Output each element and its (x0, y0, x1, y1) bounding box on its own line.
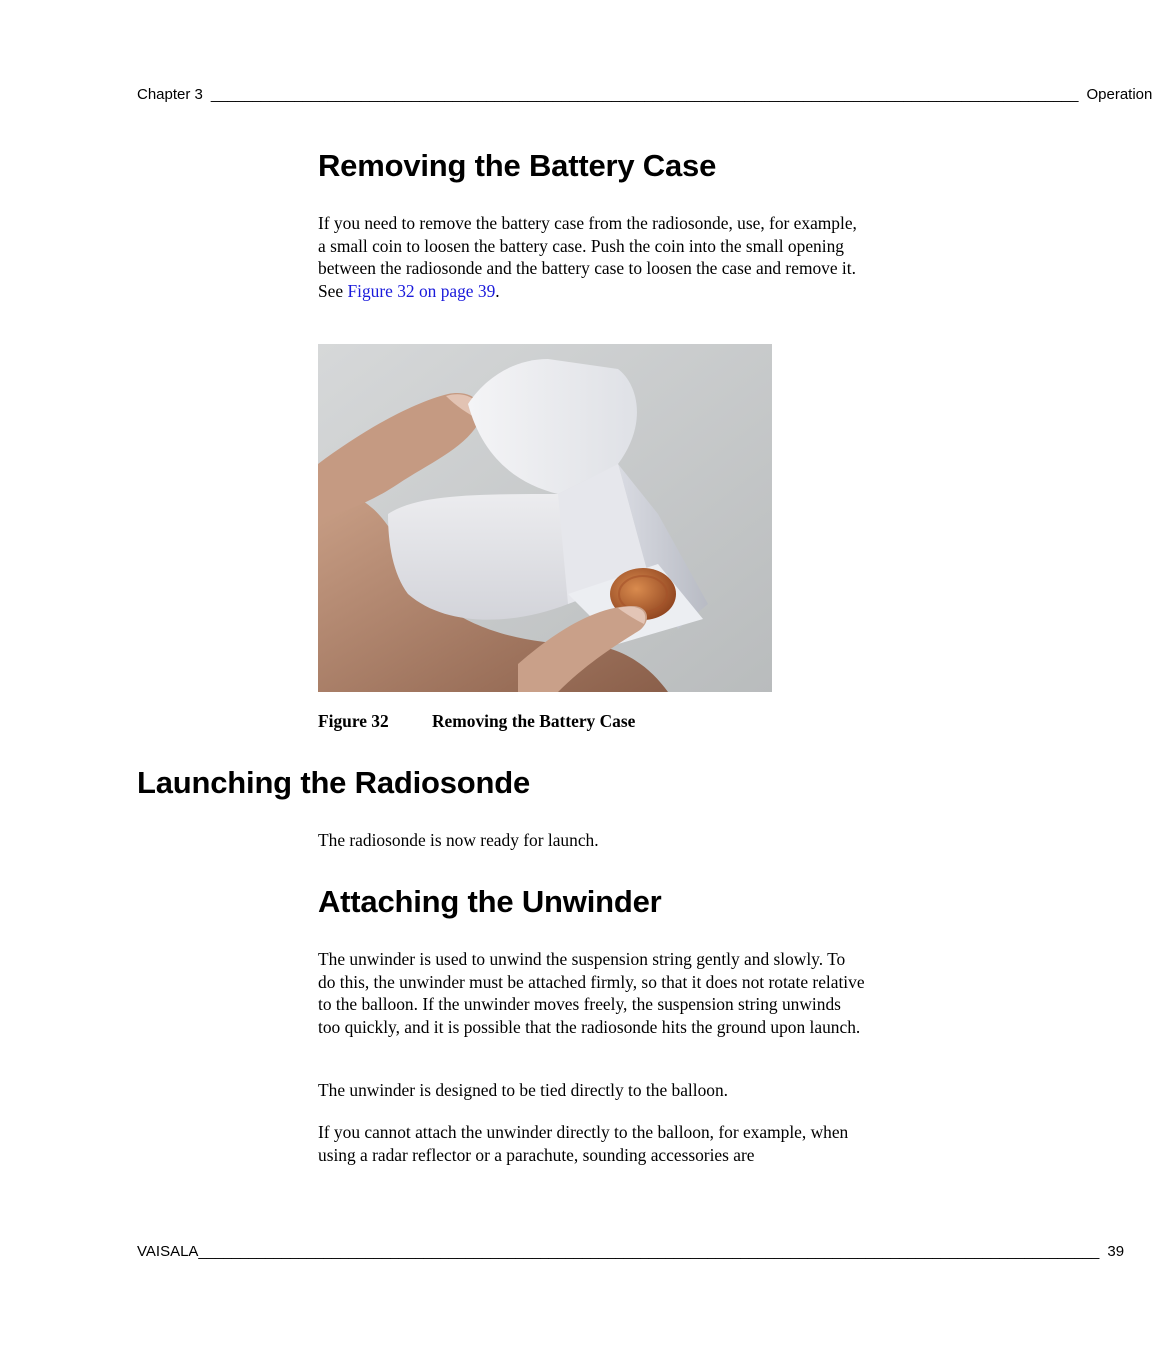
section-title-attaching: Attaching the Unwinder (318, 884, 662, 919)
figure-caption (318, 711, 635, 732)
figure-link[interactable]: Figure 32 on page 39 (347, 280, 496, 301)
footer-company: VAISALA (137, 1243, 199, 1260)
header-chapter: Chapter 3 (137, 86, 203, 103)
removing-text: If you need to remove the battery case from the radiosonde, use, for example, a small coin to loosen the battery case. Push the coin into the small opening between the radiosonde and the battery case to loosen the case and remove it. See (318, 213, 857, 301)
header-rule: ________________________________________________________________________________________________________ (210, 86, 1079, 103)
page-footer (137, 1243, 1125, 1260)
removing-text-end: . (495, 280, 500, 301)
attaching-paragraph-3: If you cannot attach the unwinder directly to the balloon, for example, when using a radar reflector or a parachute, sounding accessories are (318, 1122, 849, 1165)
attaching-paragraph-2: The unwinder is designed to be tied directly to the balloon. (318, 1080, 729, 1100)
attaching-paragraph-1: The unwinder is used to unwind the suspension string gently and slowly. To do this, the unwinder must be attached firmly, so that it does not rotate relative to the balloon. If the unwinder moves freely, the suspension string unwinds too quickly, and it is possible that the radiosonde hits the ground upon launch. (318, 949, 865, 1037)
removing-paragraph (318, 212, 866, 302)
section-title-launching: Launching the Radiosonde (137, 765, 531, 800)
footer-page-number: 39 (1107, 1243, 1125, 1260)
figure-caption-text: Removing the Battery Case (432, 711, 636, 731)
launching-paragraph: The radiosonde is now ready for launch. (318, 830, 599, 850)
figure-number: Figure 32 (318, 711, 389, 731)
figure-photo (318, 344, 772, 692)
header-section: Operation (1086, 86, 1152, 103)
page-header (137, 86, 1152, 103)
footer-rule: ____________________________________________________________________________________________________________ (198, 1243, 1100, 1260)
battery-case-photo (318, 344, 772, 692)
section-title-removing: Removing the Battery Case (318, 148, 717, 183)
